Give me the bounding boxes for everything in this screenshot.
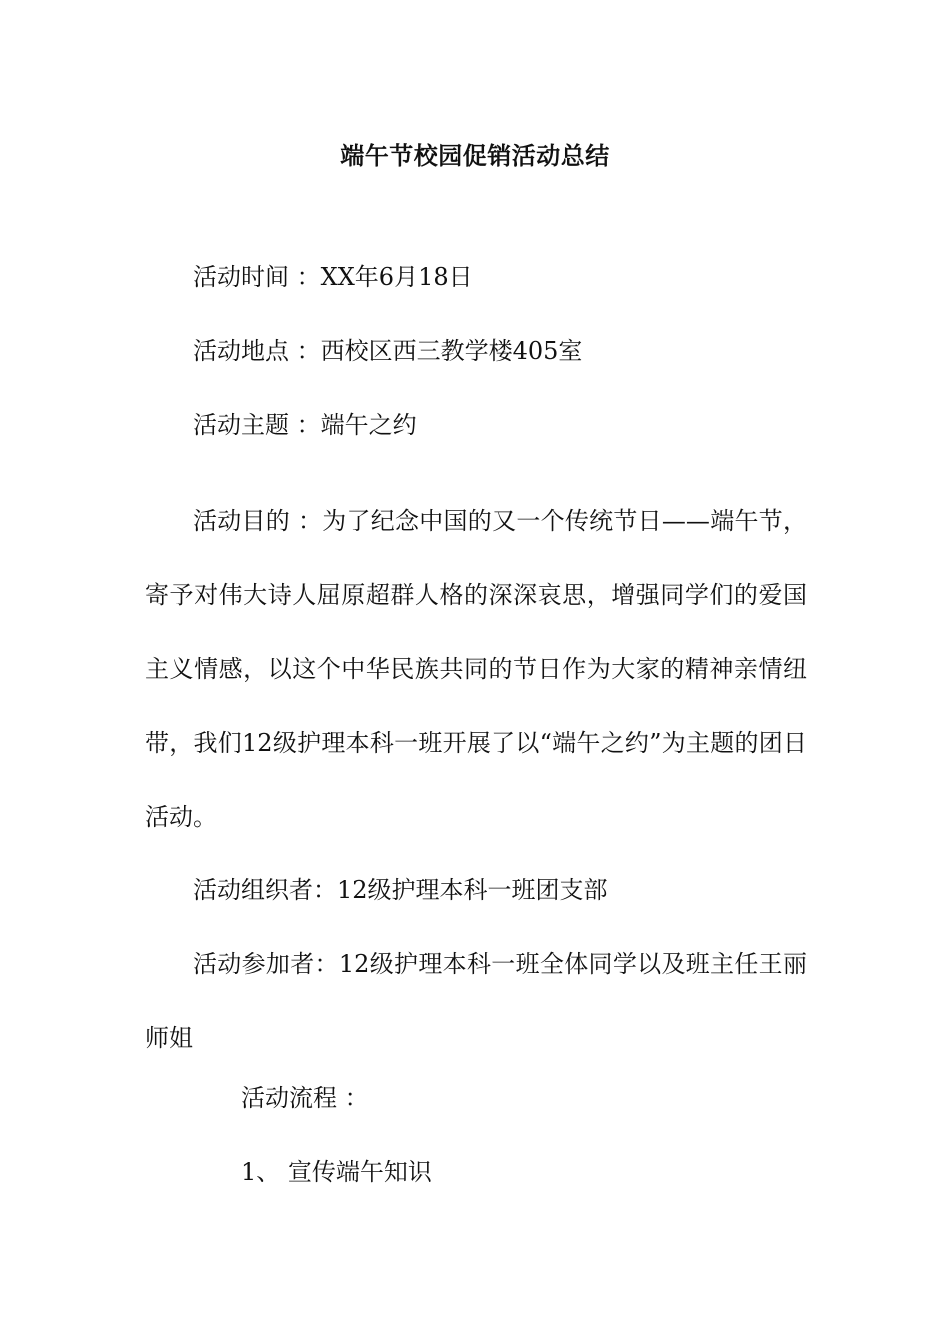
activity-theme: 活动主题 ：端午之约 — [193, 411, 417, 439]
activity-participants: 活动参加者：12级护理本科一班全体同学以及班主任王丽师姐 — [145, 950, 807, 1052]
activity-flow-heading: 活动流程 ： — [241, 1084, 369, 1112]
document-title: 端午节校园促销活动总结 — [340, 142, 610, 170]
activity-purpose: 活动目的 ：为了纪念中国的又一个传统节日——端午节，寄予对伟大诗人屈原超群人格的深深哀思，增强同学们的爱国主义情感，以这个中华民族共同的节日作为大家的精神亲情纽带，我们12级护理本科一班开展了以“端午之约”为主题的团日活动。 — [145, 507, 807, 831]
activity-flow-step-1: 1、 宣传端午知识 — [241, 1158, 432, 1186]
activity-place: 活动地点 ：西校区西三教学楼405室 — [193, 337, 583, 365]
activity-organizer: 活动组织者：12级护理本科一班团支部 — [193, 876, 608, 904]
activity-time: 活动时间 ：XX年6月18日 — [193, 263, 473, 291]
